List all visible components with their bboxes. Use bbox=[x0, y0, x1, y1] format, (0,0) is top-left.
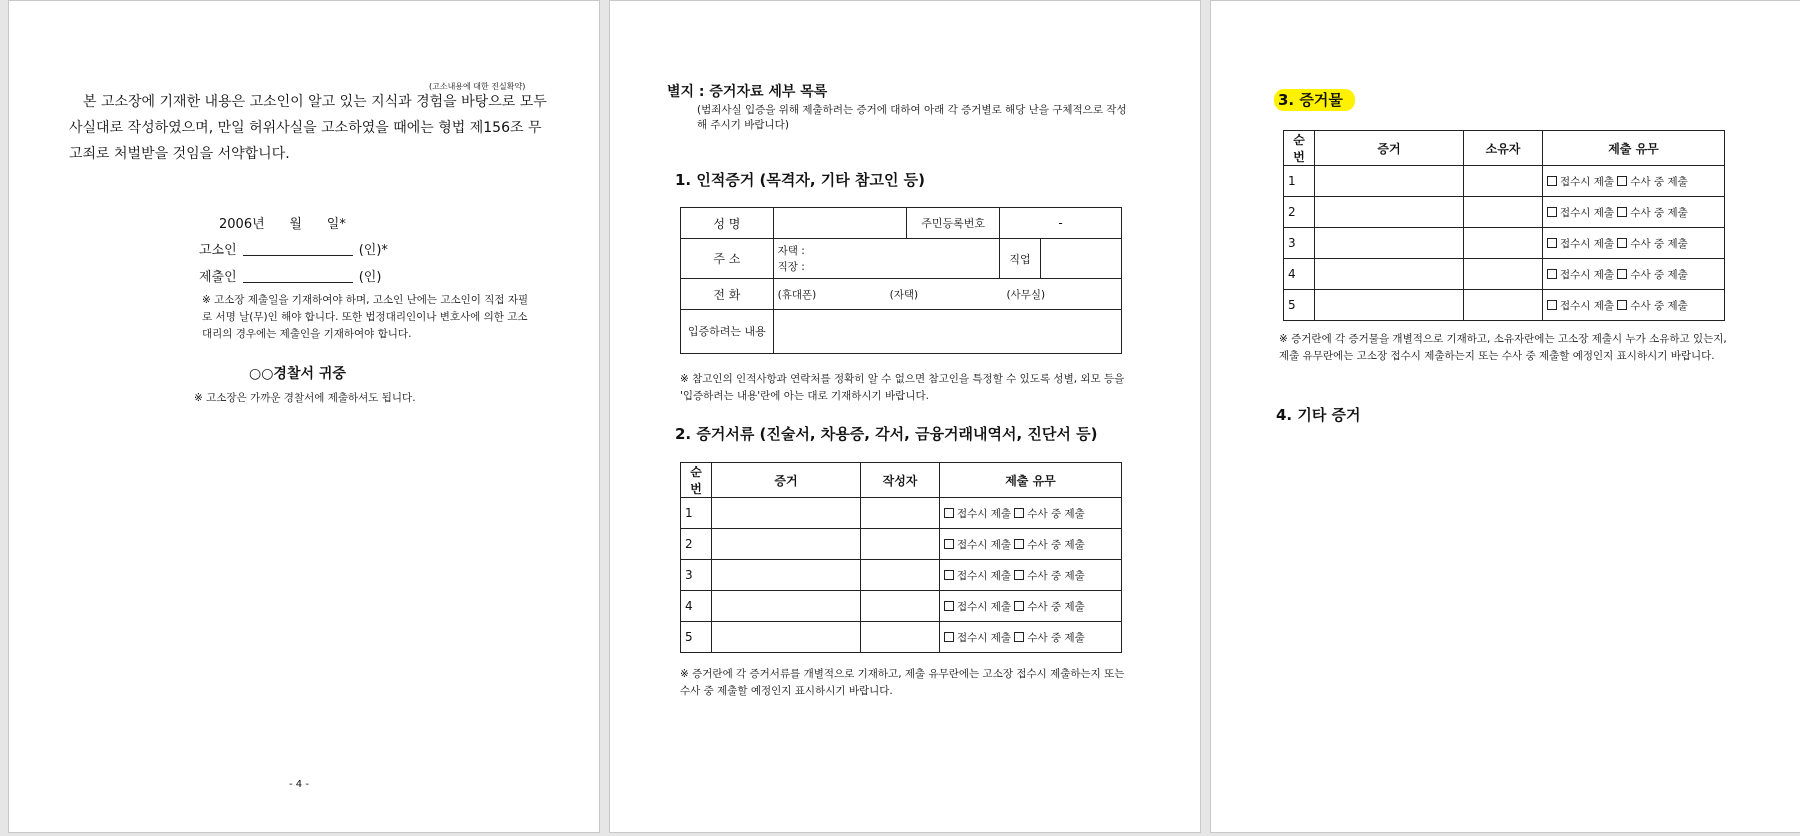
checkbox-on-filing[interactable] bbox=[1547, 300, 1557, 310]
option-on-filing: 접수시 제출 bbox=[1560, 237, 1615, 250]
submitter-line bbox=[199, 266, 381, 285]
option-during-investigation: 수사 중 제출 bbox=[1027, 600, 1085, 613]
author-cell[interactable] bbox=[861, 498, 940, 529]
col-author: 작성자 bbox=[861, 463, 940, 498]
author-cell[interactable] bbox=[861, 591, 940, 622]
job-label: 직업 bbox=[1000, 239, 1041, 279]
submit-options bbox=[940, 498, 1122, 529]
submission-note: ※ 고소장은 가까운 경찰서에 제출하셔도 됩니다. bbox=[194, 392, 416, 404]
submit-options bbox=[940, 560, 1122, 591]
col-owner: 소유자 bbox=[1464, 131, 1543, 166]
witness-table bbox=[680, 207, 1122, 354]
witness-note: ※ 참고인의 인적사항과 연락처를 정확히 알 수 없으면 참고인을 특정할 수 있도록 성별, 외모 등을 '입증하려는 내용'란에 아는 대로 기재하시기 바랍니다. bbox=[680, 373, 1125, 402]
checkbox-during-investigation[interactable] bbox=[1014, 539, 1024, 549]
checkbox-on-filing[interactable] bbox=[1547, 269, 1557, 279]
checkbox-on-filing[interactable] bbox=[944, 539, 954, 549]
submit-options bbox=[940, 622, 1122, 653]
submit-options bbox=[1543, 166, 1725, 197]
phone-label: 전 화 bbox=[681, 279, 774, 310]
option-on-filing: 접수시 제출 bbox=[957, 631, 1012, 644]
checkbox-on-filing[interactable] bbox=[944, 601, 954, 611]
exhibits-table bbox=[1283, 130, 1725, 321]
appendix-title: 별지 : 증거자료 세부 목록 bbox=[667, 84, 828, 100]
name-cell[interactable] bbox=[773, 208, 907, 239]
checkbox-during-investigation[interactable] bbox=[1014, 508, 1024, 518]
option-during-investigation: 수사 중 제출 bbox=[1630, 206, 1688, 219]
documents-table bbox=[680, 462, 1122, 653]
checkbox-during-investigation[interactable] bbox=[1014, 632, 1024, 642]
owner-cell[interactable] bbox=[1464, 197, 1543, 228]
oath-annotation: (고소내용에 대한 진실확약) bbox=[429, 82, 526, 91]
checkbox-during-investigation[interactable] bbox=[1617, 300, 1627, 310]
option-on-filing: 접수시 제출 bbox=[1560, 299, 1615, 312]
row-number: 3 bbox=[1284, 228, 1315, 259]
recipient-police-station: ○○경찰서 귀중 bbox=[249, 366, 346, 382]
owner-cell[interactable] bbox=[1464, 259, 1543, 290]
home-phone-label: (자택) bbox=[889, 288, 919, 301]
evidence-cell[interactable] bbox=[712, 498, 861, 529]
option-during-investigation: 수사 중 제출 bbox=[1630, 237, 1688, 250]
complainant-seal: (인)* bbox=[358, 243, 388, 258]
col-no: 순번 bbox=[681, 463, 712, 498]
checkbox-on-filing[interactable] bbox=[944, 508, 954, 518]
evidence-cell[interactable] bbox=[1315, 259, 1464, 290]
submitter-signature-line bbox=[243, 270, 353, 283]
author-cell[interactable] bbox=[861, 622, 940, 653]
complainant-signature-line bbox=[243, 243, 353, 256]
document-page-6 bbox=[1210, 0, 1800, 833]
owner-cell[interactable] bbox=[1464, 166, 1543, 197]
table-row bbox=[681, 560, 1122, 591]
evidence-cell[interactable] bbox=[1315, 197, 1464, 228]
checkbox-during-investigation[interactable] bbox=[1617, 207, 1627, 217]
evidence-cell[interactable] bbox=[1315, 166, 1464, 197]
col-evidence: 증거 bbox=[1315, 131, 1464, 166]
option-on-filing: 접수시 제출 bbox=[1560, 175, 1615, 188]
owner-cell[interactable] bbox=[1464, 228, 1543, 259]
owner-cell[interactable] bbox=[1464, 290, 1543, 321]
submit-options bbox=[1543, 197, 1725, 228]
checkbox-during-investigation[interactable] bbox=[1617, 176, 1627, 186]
col-submit: 제출 유무 bbox=[940, 463, 1122, 498]
row-number: 4 bbox=[681, 591, 712, 622]
option-on-filing: 접수시 제출 bbox=[957, 507, 1012, 520]
checkbox-during-investigation[interactable] bbox=[1617, 238, 1627, 248]
author-cell[interactable] bbox=[861, 560, 940, 591]
option-during-investigation: 수사 중 제출 bbox=[1027, 631, 1085, 644]
page-number: - 4 - bbox=[289, 779, 309, 790]
address-cell[interactable] bbox=[773, 239, 999, 279]
option-during-investigation: 수사 중 제출 bbox=[1630, 299, 1688, 312]
option-during-investigation: 수사 중 제출 bbox=[1630, 268, 1688, 281]
oath-paragraph: 본 고소장에 기재한 내용은 고소인이 알고 있는 지식과 경험을 바탕으로 모두 사실대로 작성하였으며, 만일 허위사실을 고소하였을 때에는 형법 제156조 무고죄로 처벌받을 것임을 서약합니다. bbox=[69, 94, 547, 162]
col-no: 순번 bbox=[1284, 131, 1315, 166]
section-other-evidence-heading: 4. 기타 증거 bbox=[1276, 406, 1361, 424]
option-on-filing: 접수시 제출 bbox=[957, 569, 1012, 582]
row-number: 5 bbox=[1284, 290, 1315, 321]
author-cell[interactable] bbox=[861, 529, 940, 560]
rrn-label: 주민등록번호 bbox=[907, 208, 1000, 239]
row-number: 2 bbox=[681, 529, 712, 560]
submitter-label: 제출인 bbox=[199, 270, 237, 285]
option-on-filing: 접수시 제출 bbox=[1560, 206, 1615, 219]
checkbox-on-filing[interactable] bbox=[1547, 238, 1557, 248]
option-during-investigation: 수사 중 제출 bbox=[1027, 538, 1085, 551]
date-line: 2006년 월 일* bbox=[219, 217, 346, 232]
row-number: 3 bbox=[681, 560, 712, 591]
option-on-filing: 접수시 제출 bbox=[957, 600, 1012, 613]
row-number: 1 bbox=[681, 498, 712, 529]
evidence-cell[interactable] bbox=[1315, 228, 1464, 259]
col-submit: 제출 유무 bbox=[1543, 131, 1725, 166]
checkbox-during-investigation[interactable] bbox=[1014, 601, 1024, 611]
row-number: 4 bbox=[1284, 259, 1315, 290]
table-row bbox=[681, 529, 1122, 560]
documents-note: ※ 증거란에 각 증거서류를 개별적으로 기재하고, 제출 유무란에는 고소장 접수시 제출하는지 또는 수사 중 제출할 예정인지 표시하시기 바랍니다. bbox=[680, 668, 1125, 697]
table-row bbox=[1284, 290, 1725, 321]
row-number: 5 bbox=[681, 622, 712, 653]
mobile-label: (휴대폰) bbox=[777, 288, 817, 301]
document-page-4 bbox=[8, 0, 600, 833]
exhibits-note: ※ 증거란에 각 증거물을 개별적으로 기재하고, 소유자란에는 고소장 제출시 누가 소유하고 있는지, 제출 유무란에는 고소장 접수시 제출하는지 또는 수사 중 제출할 예정인지 표시하시기 바랍니다. bbox=[1279, 333, 1727, 362]
table-row bbox=[1284, 166, 1725, 197]
signature-note: ※ 고소장 제출일을 기재하여야 하며, 고소인 난에는 고소인이 직접 자필로 서명 날(무)인 해야 합니다. 또한 법정대리인이나 변호사에 의한 고소대리의 경우에는 제출인을 기재하여야 합니다. bbox=[202, 294, 529, 340]
rrn-cell[interactable]: - bbox=[1000, 208, 1122, 239]
table-row bbox=[1284, 197, 1725, 228]
evidence-cell[interactable] bbox=[712, 591, 861, 622]
checkbox-during-investigation[interactable] bbox=[1014, 570, 1024, 580]
office-phone-label: (사무실) bbox=[1006, 288, 1046, 301]
col-evidence: 증거 bbox=[712, 463, 861, 498]
document-page-5 bbox=[609, 0, 1201, 833]
submit-options bbox=[940, 591, 1122, 622]
checkbox-on-filing[interactable] bbox=[944, 570, 954, 580]
table-row bbox=[681, 622, 1122, 653]
table-row bbox=[681, 498, 1122, 529]
checkbox-during-investigation[interactable] bbox=[1617, 269, 1627, 279]
option-on-filing: 접수시 제출 bbox=[957, 538, 1012, 551]
row-number: 1 bbox=[1284, 166, 1315, 197]
submitter-seal: (인) bbox=[358, 270, 382, 285]
row-number: 2 bbox=[1284, 197, 1315, 228]
proof-content-label: 입증하려는 내용 bbox=[681, 310, 774, 354]
submit-options bbox=[1543, 259, 1725, 290]
submit-options bbox=[1543, 228, 1725, 259]
table-row bbox=[1284, 259, 1725, 290]
checkbox-on-filing[interactable] bbox=[1547, 207, 1557, 217]
evidence-cell[interactable] bbox=[712, 529, 861, 560]
proof-content-cell[interactable] bbox=[773, 310, 1121, 354]
evidence-cell[interactable] bbox=[712, 622, 861, 653]
submit-options bbox=[1543, 290, 1725, 321]
address-label: 주 소 bbox=[681, 239, 774, 279]
option-during-investigation: 수사 중 제출 bbox=[1027, 507, 1085, 520]
job-cell[interactable] bbox=[1041, 239, 1122, 279]
checkbox-on-filing[interactable] bbox=[1547, 176, 1557, 186]
highlighted-heading: 3. 증거물 bbox=[1274, 89, 1355, 111]
table-row bbox=[1284, 228, 1725, 259]
submit-options bbox=[940, 529, 1122, 560]
table-row bbox=[681, 591, 1122, 622]
name-label: 성 명 bbox=[681, 208, 774, 239]
phone-cell[interactable] bbox=[773, 279, 1121, 310]
section-documents-heading: 2. 증거서류 (진술서, 차용증, 각서, 금융거래내역서, 진단서 등) bbox=[675, 425, 1098, 443]
option-on-filing: 접수시 제출 bbox=[1560, 268, 1615, 281]
evidence-cell[interactable] bbox=[712, 560, 861, 591]
section-exhibits-heading bbox=[1274, 89, 1355, 110]
complainant-line bbox=[199, 239, 388, 258]
complainant-label: 고소인 bbox=[199, 243, 237, 258]
option-during-investigation: 수사 중 제출 bbox=[1027, 569, 1085, 582]
home-address-label: 자택 : bbox=[777, 244, 805, 257]
appendix-subtitle: (범죄사실 입증을 위해 제출하려는 증거에 대하여 아래 각 증거별로 해당 난을 구체적으로 작성해 주시기 바랍니다) bbox=[697, 104, 1127, 131]
work-address-label: 직장 : bbox=[777, 260, 805, 273]
checkbox-on-filing[interactable] bbox=[944, 632, 954, 642]
section-witness-heading: 1. 인적증거 (목격자, 기타 참고인 등) bbox=[675, 171, 926, 189]
evidence-cell[interactable] bbox=[1315, 290, 1464, 321]
option-during-investigation: 수사 중 제출 bbox=[1630, 175, 1688, 188]
